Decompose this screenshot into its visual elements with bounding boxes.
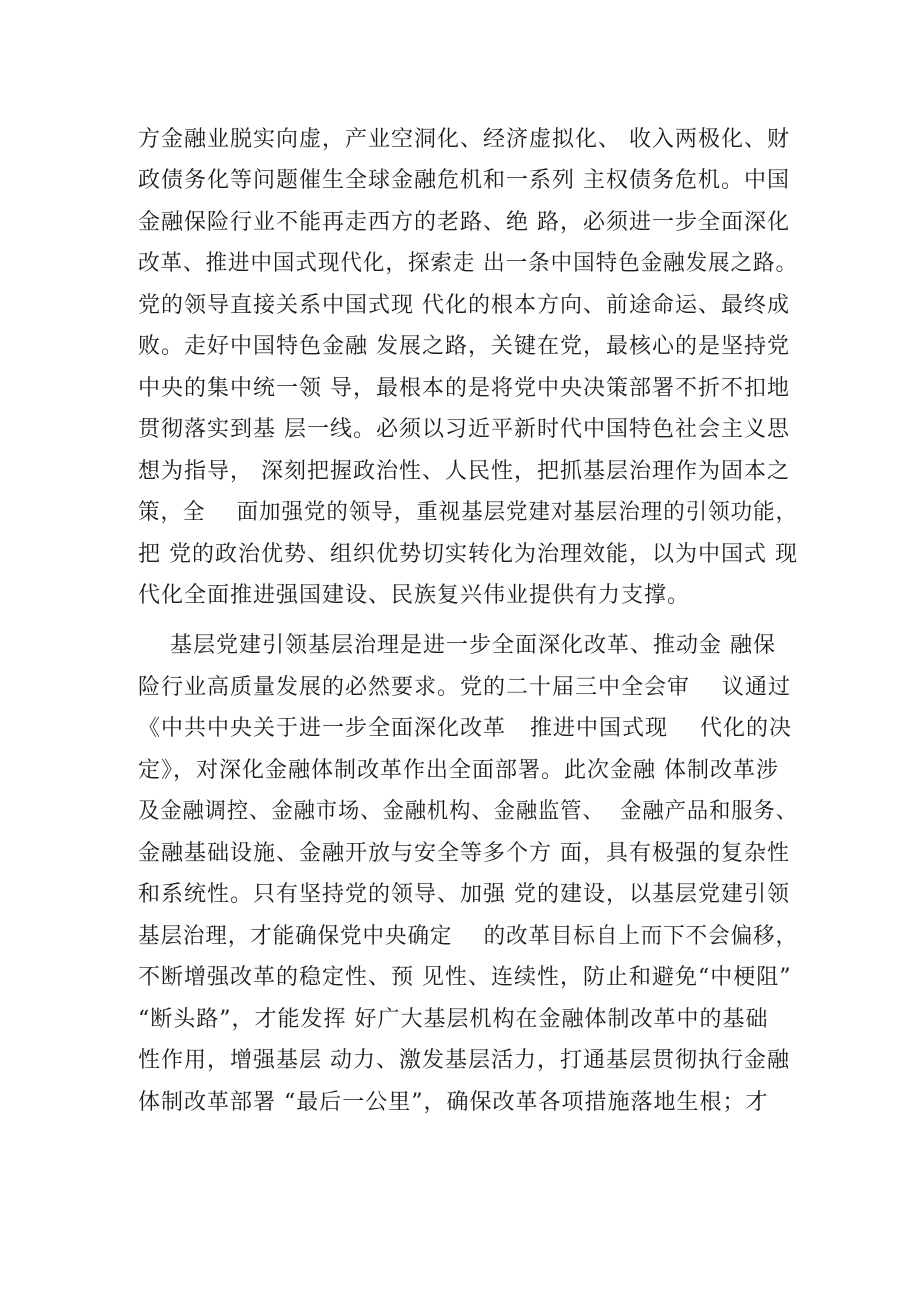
text-line: 性作用，增强基层 动力、激发基层活力，打通基层贯彻执行金融 bbox=[138, 1048, 790, 1073]
text-line: 方金融业脱实向虚，产业空洞化、经济虚拟化、 收入两极化、财 bbox=[138, 127, 790, 152]
text-line: 金融保险行业不能再走西方的老路、绝 路，必须进一步全面深化 bbox=[138, 210, 790, 235]
text-line: 不断增强改革的稳定性、预 见性、连续性，防止和避免“中梗阻” bbox=[138, 965, 792, 990]
text-line: “断头路”，才能发挥 好广大基层机构在金融体制改革中的基础 bbox=[138, 1007, 769, 1032]
text-line: 改革、推进中国式现代化，探索走 出一条中国特色金融发展之路。 bbox=[138, 251, 799, 276]
text-line: 政债务化等问题催生全球金融危机和一系列 主权债务危机。中国 bbox=[138, 168, 790, 193]
text-line: 《中共中央关于进一步全面深化改革 推进中国式现 代化的决 bbox=[138, 716, 792, 741]
text-line: 策，全 面加强党的领导，重视基层党建对基层治理的引领功能， bbox=[138, 500, 798, 525]
text-line: 金融基础设施、金融开放与安全等多个方 面，具有极强的复杂性 bbox=[138, 841, 790, 866]
body-text bbox=[138, 0, 798, 1301]
text-line: 代化全面推进强国建设、民族复兴伟业提供有力支撑。 bbox=[138, 583, 691, 608]
text-line: 想为指导， 深刻把握政治性、人民性，把抓基层治理作为固本之 bbox=[138, 459, 790, 484]
text-line: 败。走好中国特色金融 发展之路，关键在党，最核心的是坚持党 bbox=[138, 334, 790, 359]
text-line: 定》，对深化金融体制改革作出全面部署。此次金融 体制改革涉 bbox=[138, 758, 779, 783]
text-line: 及金融调控、金融市场、金融机构、金融监管、 金融产品和服务、 bbox=[138, 799, 798, 824]
text-line: 和系统性。只有坚持党的领导、加强 党的建设，以基层党建引领 bbox=[138, 882, 790, 907]
text-line: 把 党的政治优势、组织优势切实转化为治理效能，以为中国式 现 bbox=[138, 542, 798, 567]
text-line: 体制改革部署 “最后一公里”，确保改革各项措施落地生根；才 bbox=[138, 1090, 769, 1115]
text-line: 贯彻落实到基 层一线。必须以习近平新时代中国特色社会主义思 bbox=[138, 417, 790, 442]
text-line: 党的领导直接关系中国式现 代化的根本方向、前途命运、最终成 bbox=[138, 293, 790, 318]
text-line: 基层党建引领基层治理是进一步全面深化改革、推动金 融保 bbox=[138, 633, 776, 658]
text-line: 险行业高质量发展的必然要求。党的二十届三中全会审 议通过 bbox=[138, 675, 791, 700]
text-line: 中央的集中统一领 导，最根本的是将党中央决策部署不折不扣地 bbox=[138, 376, 790, 401]
text-line: 基层治理，才能确保党中央确定 的改革目标自上而下不会偏移， bbox=[138, 924, 798, 949]
